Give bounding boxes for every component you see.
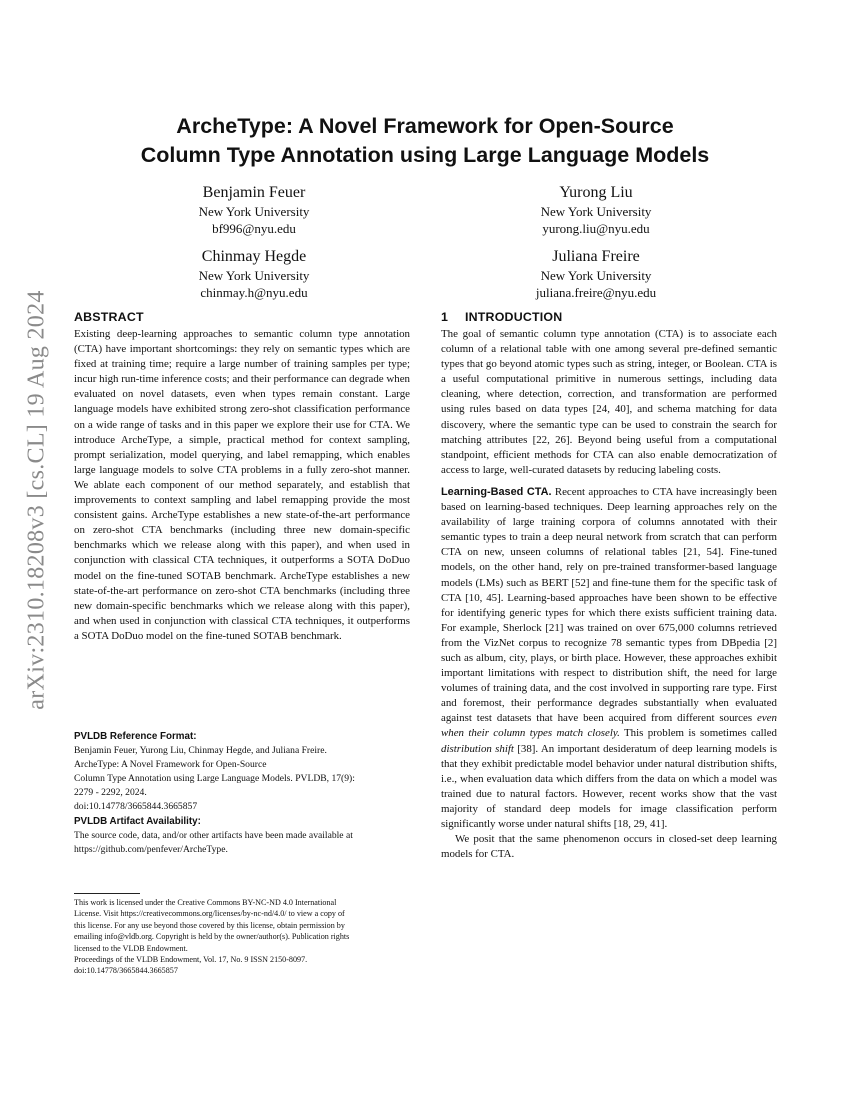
author-name: Juliana Freire <box>552 248 640 265</box>
pvldb-reference-format <box>74 730 414 857</box>
section-title: INTRODUCTION <box>465 310 563 324</box>
footnote-line: this license. For any use beyond those covered by this license, obtain permission by <box>74 920 345 930</box>
footnote-line: emailing info@vldb.org. Copyright is held by the owner/author(s). Publication rights <box>74 932 350 942</box>
footnote-line: Proceedings of the VLDB Endowment, Vol. 17, No. 9 ISSN 2150-8097. <box>74 955 308 965</box>
author-block <box>471 246 721 301</box>
paragraph-text: This problem is sometimes called <box>619 727 777 740</box>
author-affiliation: New York University <box>540 204 652 219</box>
abstract-text: Existing deep-learning approaches to semantic column type annotation (CTA) have important shortcomings: they rely on semantic types which are fixed at training time; require a large number of training samples per type; incur high run-time inference costs; and their performance can degrade when evaluated on novel datasets, even when types remain constant. Large language models have exhibited strong zero-shot classification performance on a wide range of tasks and in this paper we explore their use for CTA. We introduce ArcheType, a simple, practical method for context sampling, prompt serialization, model querying, and label remapping, which enables large language models to solve CTA problems in a fully zero-shot manner. We ablate each component of our method separately, and establish that improvements to context sampling and label remapping provide the most consistent gains. ArcheType establishes a new state-of-the-art performance on zero-shot CTA benchmarks (including three new domain-specific benchmarks which we release along with this paper), and when used in conjunction with classical CTA techniques, it outperforms a SOTA DoDuo model on the fine-tuned SOTAB benchmark. ArcheType establishes a new state-of-the-art performance on zero-shot CTA benchmarks (including three new domain-specific benchmarks which we release along with this paper), and when used in conjunction with classical CTA techniques, it outperforms a SOTA DoDuo model on the fine-tuned SOTAB benchmark. <box>74 328 410 642</box>
run-in-heading: Learning-Based CTA. <box>441 485 552 498</box>
reference-pages: 2279 - 2292, 2024. <box>74 787 147 799</box>
artifact-availability-text: The source code, data, and/or other artifacts have been made available at <box>74 829 353 841</box>
arxiv-identifier-text: arXiv:2310.18208v3 [cs.CL] 19 Aug 2024 <box>23 290 50 710</box>
author-email: chinmay.h@nyu.edu <box>200 285 308 300</box>
footnote-line: licensed to the VLDB Endowment. <box>74 943 188 953</box>
author-email: yurong.liu@nyu.edu <box>542 221 650 236</box>
reference-doi: doi:10.14778/3665844.3665857 <box>74 801 198 813</box>
title-line-1: ArcheType: A Novel Framework for Open-Source <box>176 114 674 138</box>
emphasis-text: distribution shift <box>441 742 514 755</box>
paper-title <box>60 112 790 170</box>
paragraph-text: [38]. An important desideratum of deep learning models is that they exhibit predictable model behavior under natural distribution shifts, i.e., when evaluation data which differs from the data on which a model was trained due to natural factors. However, recent works show that the vast majority of standard deep models for image classification perform significantly worse under natural shifts [18, 29, 41]. <box>441 742 777 830</box>
author-affiliation: New York University <box>540 268 652 283</box>
introduction-heading <box>441 308 777 326</box>
reference-format-heading: PVLDB Reference Format: <box>74 731 197 742</box>
author-email: juliana.freire@nyu.edu <box>535 285 657 300</box>
paragraph-text: Recent approaches to CTA have increasingly been based on learning-based techniques. Deep learning approaches rely on the availability of large training corpora of columns annotated with their semantic types to train a deep neural network from scratch that can perform CTA on new, unseen columns of relational tables [21, 54]. Fine-tuned models, on the other hand, rely on pre-trained transformer-based language models (LMs) such as BERT [52] and fine-tune them for the specific task of CTA [10, 45]. Learning-based approaches have been shown to be effective for identifying generic types for which there exists sufficient training data. For example, Sherlock [21] was trained on over 675,000 columns retrieved from the VizNet corpus to recognize 78 semantic types from DBpedia [2] such as album, city, plays, or birth place. However, these approaches exhibit important limitations with respect to distribution shift, the need for large volumes of training data, and the cost involved in supporting rare type. First and foremost, their performance degrades substantially when evaluated against test datasets that have been acquired from different sources <box>441 485 777 725</box>
introduction-paragraph-1: The goal of semantic column type annotation (CTA) is to associate each column of a relational table with one among several pre-defined semantic types that go beyond atomic types such as string, integer, or Boolean. CTA is a useful computational primitive in numerous settings, including data cleaning, where detection, correction, and transformation are performed using rules based on data types [24, 40], and schema matching for data discovery, where the semantic type can be used to constrain the search for matching attributes [22, 26]. Beyond being useful from a computational standpoint, efficient methods for CTA can also enable democratization of access to large, well-curated datasets by reducing labeling costs. <box>441 328 777 476</box>
left-column <box>74 308 410 644</box>
right-column <box>441 308 777 862</box>
reference-title-line-1: ArcheType: A Novel Framework for Open-Source <box>74 759 267 771</box>
section-number: 1 <box>441 310 449 324</box>
author-name: Chinmay Hegde <box>201 248 307 265</box>
footnote-line: License. Visit https://creativecommons.org/licenses/by-nc-nd/4.0/ to view a copy of <box>74 909 345 919</box>
artifact-availability-heading: PVLDB Artifact Availability: <box>74 815 201 827</box>
author-block <box>129 182 379 237</box>
license-footnote <box>74 897 414 977</box>
reference-title-line-2: Column Type Annotation using Large Language Models. PVLDB, 17(9): <box>74 773 355 785</box>
introduction-paragraph-3: We posit that the same phenomenon occurs in closed-set deep learning models for CTA. <box>441 833 777 861</box>
emphasis-text: even when their column types match closely. <box>441 712 777 740</box>
abstract-heading: ABSTRACT <box>74 310 144 324</box>
footnote-line: This work is licensed under the Creative Commons BY-NC-ND 4.0 International <box>74 898 337 907</box>
author-affiliation: New York University <box>198 204 310 219</box>
footnote-line: doi:10.14778/3665844.3665857 <box>74 966 178 976</box>
arxiv-identifier-stamp <box>20 290 54 710</box>
title-line-2: Column Type Annotation using Large Language Models <box>140 143 710 167</box>
author-block <box>129 246 379 301</box>
artifact-url-link[interactable]: https://github.com/penfever/ArcheType. <box>74 843 228 855</box>
footnote-divider <box>74 893 140 894</box>
author-name: Benjamin Feuer <box>202 184 306 201</box>
author-email: bf996@nyu.edu <box>212 221 296 236</box>
author-name: Yurong Liu <box>559 184 633 201</box>
author-affiliation: New York University <box>198 268 310 283</box>
reference-authors: Benjamin Feuer, Yurong Liu, Chinmay Hegde, and Juliana Freire. <box>74 745 327 757</box>
author-block <box>471 182 721 237</box>
introduction-paragraph-2 <box>441 485 777 832</box>
